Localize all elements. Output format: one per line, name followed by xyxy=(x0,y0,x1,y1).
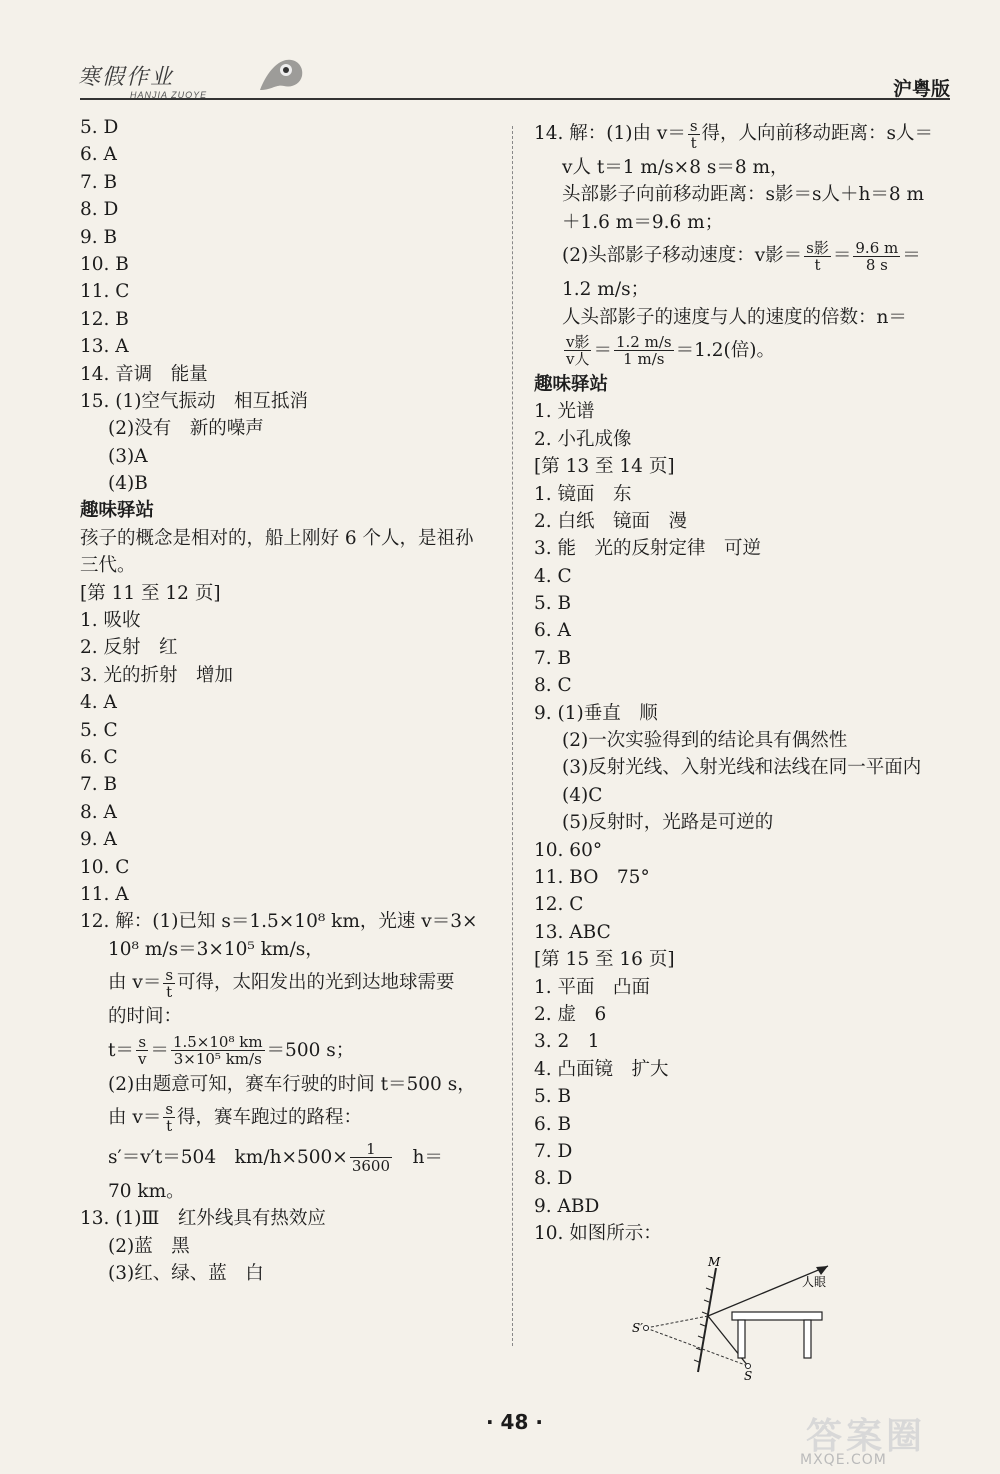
fraction xyxy=(163,1101,175,1134)
right-column xyxy=(534,114,954,1247)
answer-line: 10. 如图所示： xyxy=(534,1223,662,1245)
site-watermark xyxy=(800,1408,970,1468)
answer-line: 7. D xyxy=(534,1140,573,1162)
answer-line: (3)A xyxy=(108,445,148,467)
formula-text: 可得，太阳发出的光到达地球需要 xyxy=(177,972,455,994)
formula-text: t＝ xyxy=(108,1039,134,1061)
answer-line: 7. B xyxy=(534,647,572,669)
formula-line xyxy=(80,1138,500,1178)
fraction-denominator: t xyxy=(166,1117,173,1136)
answer-line: (3)红、绿、蓝 白 xyxy=(108,1263,264,1285)
answer-line: 三代。 xyxy=(80,555,136,577)
section-heading: 趣味驿站 xyxy=(80,500,155,522)
fraction-numerator: s xyxy=(165,965,174,984)
brand-subtitle: HANJIA ZUOYE xyxy=(130,90,208,100)
formula-line xyxy=(80,1031,500,1071)
answer-line: 2. 白纸 镜面 漫 xyxy=(534,510,688,532)
page-range-heading: [第 15 至 16 页] xyxy=(534,949,675,971)
answer-line: 9. A xyxy=(80,829,117,851)
answer-line: 3. 能 光的反射定律 可逆 xyxy=(534,538,762,560)
answer-line: (3)反射光线、入射光线和法线在同一平面内 xyxy=(562,757,922,779)
formula-text: 得，赛车跑过的路程： xyxy=(177,1106,363,1128)
answer-line: 6. A xyxy=(80,144,117,166)
page-range-heading: [第 11 至 12 页] xyxy=(80,582,221,604)
answer-line: 12. B xyxy=(80,308,129,330)
answer-line: 9. B xyxy=(80,226,118,248)
answer-line: 10. B xyxy=(80,253,129,275)
page-number: · 48 · xyxy=(486,1410,543,1434)
answer-line: 9. (1)垂直 顺 xyxy=(534,702,658,724)
answer-line: 8. A xyxy=(80,801,117,823)
answer-line: 70 km。 xyxy=(108,1180,185,1202)
answer-line: 1. 吸收 xyxy=(80,610,141,632)
answer-line: 2. 虚 6 xyxy=(534,1003,607,1025)
fraction-numerator: 1 xyxy=(350,1141,392,1158)
answer-line: 6. B xyxy=(534,1113,572,1135)
source-point-label: S xyxy=(744,1369,753,1380)
image-point-label: S′ xyxy=(632,1321,643,1335)
fraction xyxy=(564,334,591,367)
answer-line: 5. D xyxy=(80,117,119,138)
fraction-denominator: t xyxy=(166,982,173,1001)
fraction-numerator: 1.5×10⁸ km xyxy=(172,1033,263,1051)
formula-text: 由 v＝ xyxy=(108,972,162,994)
image-point xyxy=(644,1326,649,1331)
answer-line: 2. 小孔成像 xyxy=(534,428,632,450)
formula-line xyxy=(534,236,954,276)
virtual-ray xyxy=(646,1316,708,1328)
fraction-numerator: s xyxy=(689,116,698,135)
answer-line: 1. 光谱 xyxy=(534,401,595,423)
answer-line: 9. ABD xyxy=(534,1195,600,1217)
formula-line xyxy=(80,1098,500,1138)
answer-line: (2)没有 新的噪声 xyxy=(108,418,264,440)
answer-line: 6. C xyxy=(80,746,118,768)
answer-line: 头部影子向前移动距离：s影＝s人＋h＝8 m xyxy=(562,184,925,206)
fraction-denominator: 3600 xyxy=(351,1157,390,1176)
table-leg xyxy=(804,1320,811,1358)
fraction-denominator: 3×10⁵ km/s xyxy=(173,1050,262,1068)
answer-line: 11. A xyxy=(80,883,129,905)
table-top xyxy=(732,1312,822,1320)
answer-line: 11. C xyxy=(80,281,130,303)
fraction xyxy=(350,1141,392,1174)
fraction-numerator: s xyxy=(136,1034,148,1051)
answer-line: (5)反射时，光路是可逆的 xyxy=(562,812,774,834)
formula-line xyxy=(534,114,954,154)
fraction-denominator: v人 xyxy=(566,350,590,369)
formula-text: ＝ xyxy=(902,245,921,267)
answer-line: 人头部影子的速度与人的速度的倍数：n＝ xyxy=(562,306,907,328)
answer-line: 6. A xyxy=(534,620,571,642)
column-divider xyxy=(512,126,513,1346)
answer-line: ＋1.6 m＝9.6 m； xyxy=(562,211,724,233)
formula-text: 得，人向前移动距离：s人＝ xyxy=(701,123,934,144)
formula-line xyxy=(534,331,954,371)
fraction xyxy=(688,118,700,151)
answer-line: (4)C xyxy=(562,784,603,806)
answer-line: (4)B xyxy=(108,473,148,495)
formula-text: 由 v＝ xyxy=(108,1106,162,1128)
fraction-numerator: v影 xyxy=(566,333,590,352)
fraction xyxy=(136,1034,148,1067)
answer-line: (2)一次实验得到的结论具有偶然性 xyxy=(562,730,848,752)
fraction-numerator: s xyxy=(165,1100,174,1119)
page-range-heading: [第 13 至 14 页] xyxy=(534,456,675,478)
eye-label: 人眼 xyxy=(802,1275,827,1289)
answer-line: 8. D xyxy=(80,199,119,221)
answer-line: (2)蓝 黑 xyxy=(108,1235,190,1257)
formula-text: ＝ xyxy=(832,245,852,267)
brand-ornament-icon xyxy=(256,54,308,94)
formula-text: s′＝v′t＝504 km/h×500× xyxy=(108,1146,348,1168)
answer-line: 4. A xyxy=(80,692,117,714)
formula-line xyxy=(80,963,500,1003)
fraction-denominator: 8 s xyxy=(865,255,888,274)
table-leg xyxy=(738,1320,745,1358)
plane-mirror xyxy=(698,1268,716,1372)
answer-line: 11. BO 75° xyxy=(534,866,650,888)
fraction xyxy=(614,334,674,367)
fraction-denominator: v xyxy=(137,1050,147,1068)
fraction-denominator: t xyxy=(814,255,821,274)
answer-line: 1. 镜面 东 xyxy=(534,483,632,505)
answer-line: 13. (1)Ⅲ 红外线具有热效应 xyxy=(80,1208,326,1230)
answer-line: (2)由题意可知，赛车行驶的时间 t＝500 s， xyxy=(108,1073,476,1095)
source-point xyxy=(746,1364,751,1369)
section-heading: 趣味驿站 xyxy=(534,373,609,395)
fraction-numerator: s影 xyxy=(806,238,829,257)
answer-line: 的时间： xyxy=(108,1006,183,1028)
answer-line: 12. C xyxy=(534,894,584,916)
formula-text: h＝ xyxy=(394,1146,443,1168)
left-column xyxy=(80,114,500,1287)
formula-text: 14. 解：(1)由 v＝ xyxy=(534,123,686,144)
formula-text: ＝ xyxy=(593,339,612,361)
answer-line: 10. C xyxy=(80,856,130,878)
answer-line: 5. C xyxy=(80,719,118,741)
answer-line: 7. B xyxy=(80,171,118,193)
answer-line: 5. B xyxy=(534,593,572,615)
answer-line: 13. ABC xyxy=(534,921,611,943)
page-header xyxy=(60,48,950,104)
fraction xyxy=(171,1034,265,1067)
answer-line: 10⁸ m/s＝3×10⁵ km/s， xyxy=(108,938,324,960)
answer-line: 13. A xyxy=(80,336,129,358)
answer-line: 1. 平面 凸面 xyxy=(534,976,651,998)
answer-line: 12. 解：(1)已知 s＝1.5×10⁸ km，光速 v＝3× xyxy=(80,911,478,933)
formula-text: (2)头部影子移动速度：v影＝ xyxy=(562,245,803,267)
fraction xyxy=(163,967,175,1000)
answer-line: 1.2 m/s； xyxy=(562,279,650,301)
fraction-denominator: t xyxy=(690,133,697,152)
watermark-url: MXQE.COM xyxy=(800,1452,887,1468)
formula-text: ＝ xyxy=(150,1039,169,1061)
answer-line: 15. (1)空气振动 相互抵消 xyxy=(80,390,309,412)
formula-text: ＝1.2(倍)。 xyxy=(675,339,775,361)
answer-line: 5. B xyxy=(534,1086,572,1108)
answer-line: 14. 音调 能量 xyxy=(80,363,208,385)
fraction xyxy=(853,240,900,273)
answer-line: v人 t＝1 m/s×8 s＝8 m， xyxy=(562,157,789,178)
answer-line: 3. 光的折射 增加 xyxy=(80,664,234,686)
answer-line: 8. C xyxy=(534,675,572,697)
answer-line: 3. 2 1 xyxy=(534,1031,600,1053)
edition-label: 沪粤版 xyxy=(892,78,950,100)
header-rule xyxy=(80,98,950,100)
answer-line: 2. 反射 红 xyxy=(80,637,178,659)
answer-line: 4. C xyxy=(534,565,572,587)
mirror-label: M xyxy=(708,1255,721,1269)
fraction-denominator: 1 m/s xyxy=(623,350,665,369)
reflected-ray xyxy=(708,1266,828,1316)
watermark-logo: 答案圈 xyxy=(806,1416,927,1457)
answer-line: 孩子的概念是相对的，船上刚好 6 个人，是祖孙 xyxy=(80,527,474,549)
answer-line: 4. 凸面镜 扩大 xyxy=(534,1058,669,1080)
formula-text: ＝500 s； xyxy=(266,1039,355,1061)
answer-line: 8. D xyxy=(534,1168,573,1190)
mirror-reflection-diagram xyxy=(632,1250,842,1380)
answer-line: 7. B xyxy=(80,774,118,796)
answer-line: 10. 60° xyxy=(534,839,603,861)
brand-title: 寒假作业 xyxy=(78,65,175,90)
fraction-numerator: 1.2 m/s xyxy=(616,333,672,352)
fraction xyxy=(804,240,831,273)
fraction-numerator: 9.6 m xyxy=(855,238,899,257)
